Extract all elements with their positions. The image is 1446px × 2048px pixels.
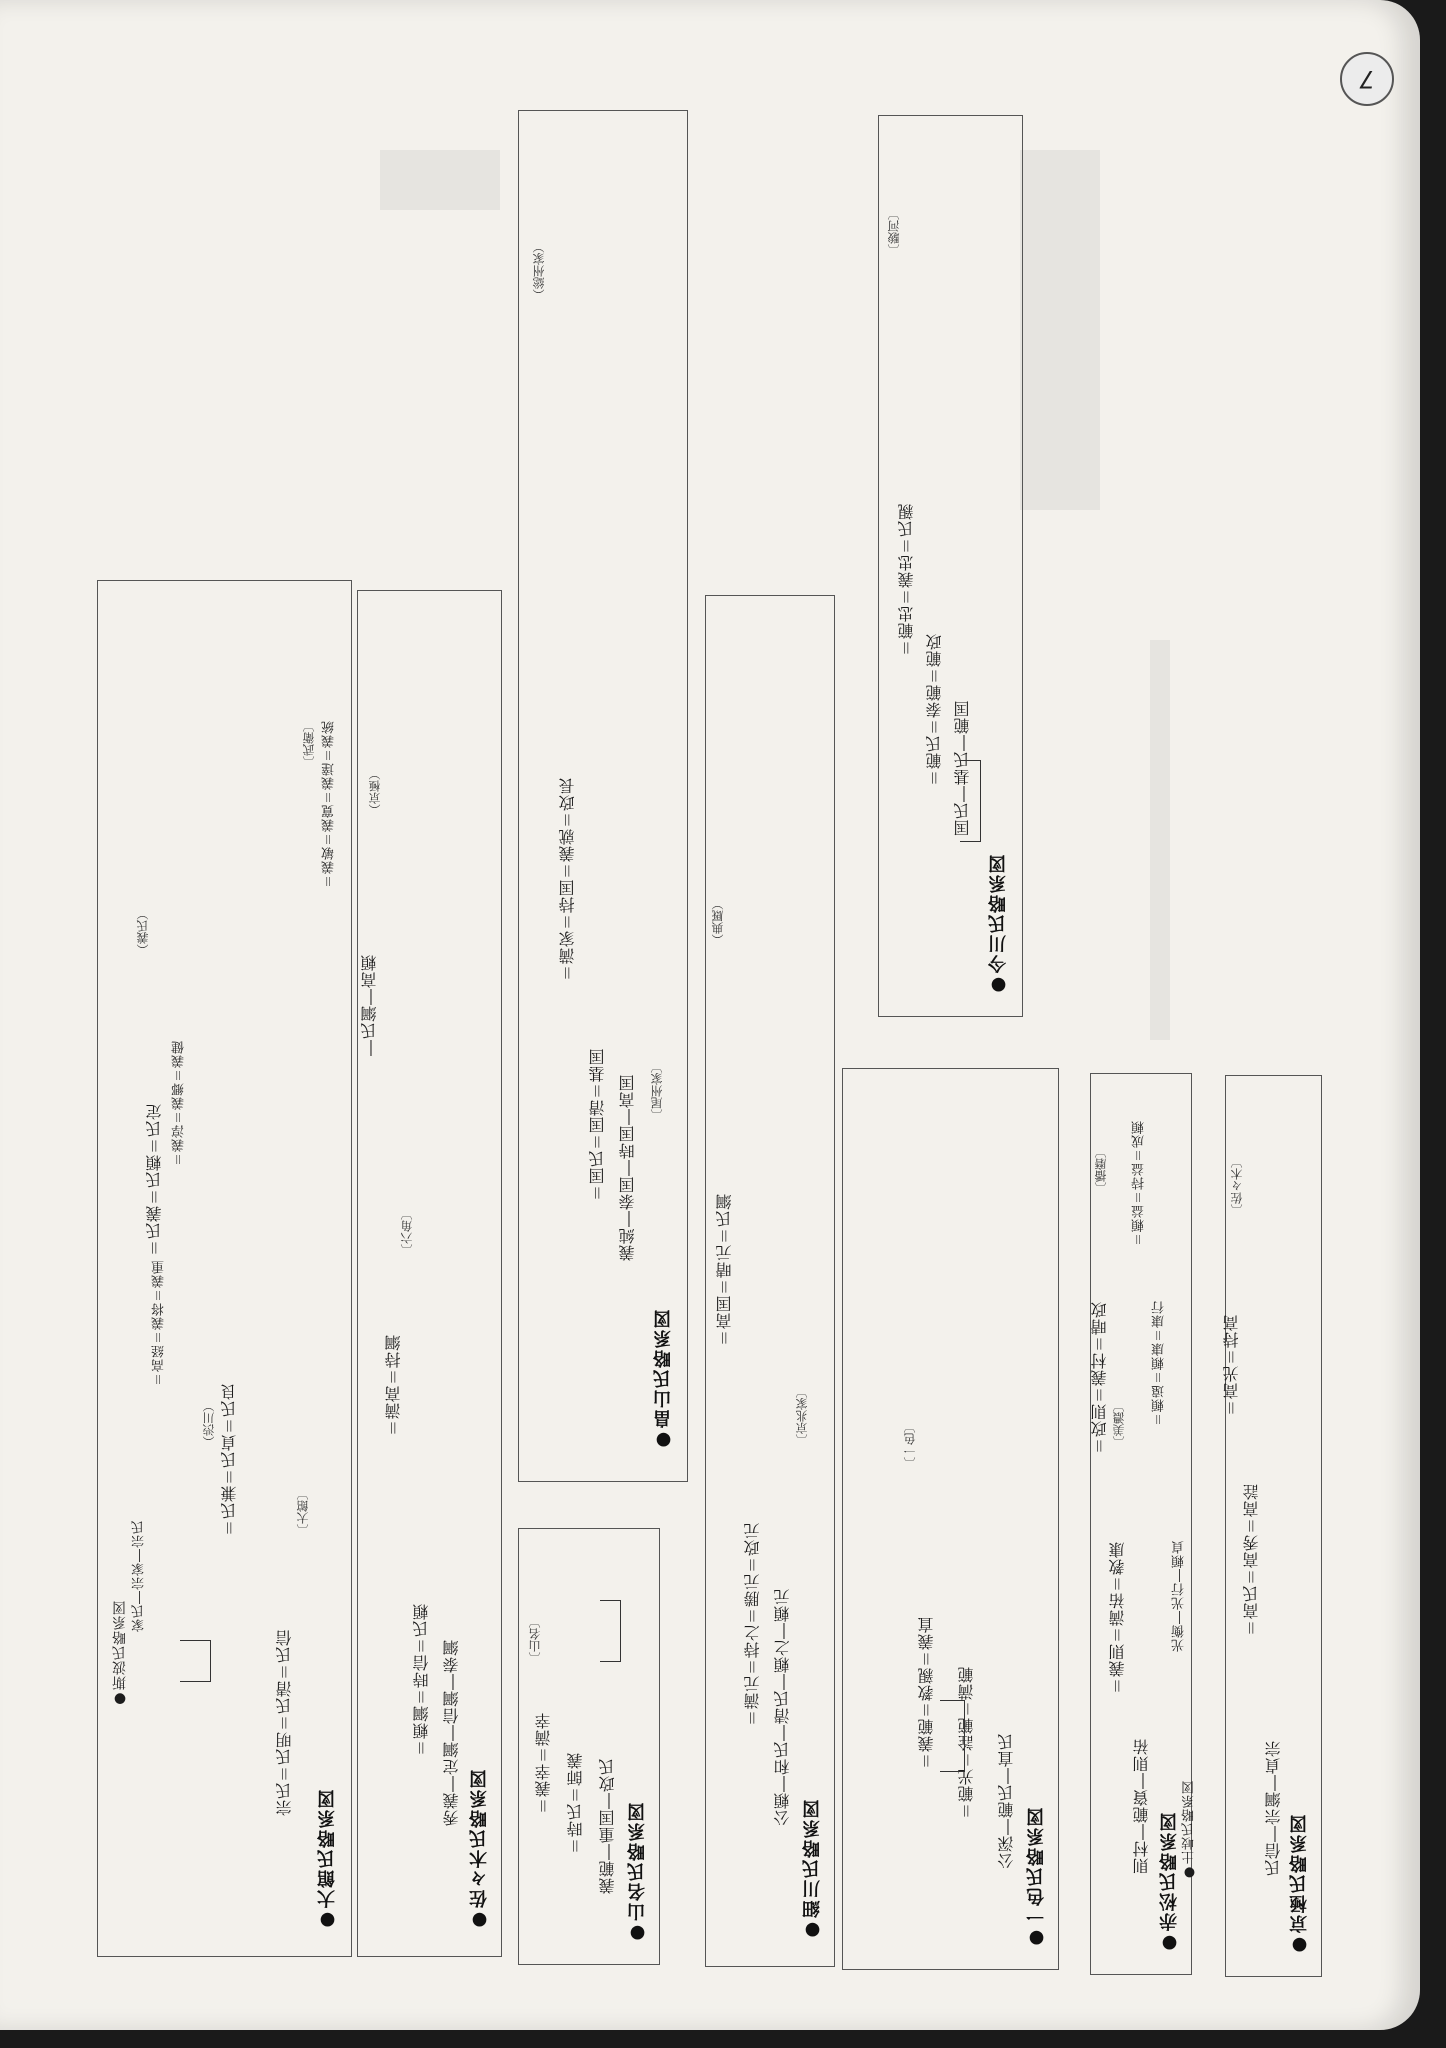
lineage-line: ＝頼益＝持益＝成頼 [1132,1120,1147,1247]
lineage-line: 秀義―定綱―信綱―泰綱 [442,1639,461,1826]
lineage-line: ＝高氏＝高秀＝高詮 [1242,1482,1261,1636]
lineage-line: ＝範氏＝泰範＝範政 [925,632,944,786]
lineage-line: 国氏―基氏―範国 [953,700,972,836]
lineage-line: ―氏綱―高頼 [360,954,379,1056]
lineage-line: ＝満元＝持之＝勝元＝政元 [743,1521,762,1726]
lineage-line: ＝義範＝教親＝義直 [917,1615,936,1769]
lineage-line: ＝範光＝詮範＝満範 [957,1665,976,1819]
lineage-line: ＝高光＝持高 [1222,1313,1241,1416]
lineage-line: ＝範忠＝義忠＝氏親 [897,502,916,656]
lineage-note: 〔尾州家〕 [650,1061,664,1121]
lineage-note: 〔一色〕 [903,1421,917,1469]
lineage-line: ＝氏兼＝氏貞＝氏良 [220,1382,239,1536]
lineage-note: （典厩） [711,898,725,946]
genealogy-box [97,580,352,1957]
tree-bracket [180,1640,211,1682]
lineage-line: ＝氏義＝氏頼＝氏定 [145,1102,164,1256]
lineage-line: ＝義淳＝義郷＝義健 [172,1040,187,1167]
box-title: ●畠山氏略系図 [653,1308,674,1451]
lineage-line: 家氏―宗家―宗氏 [132,1520,147,1632]
lineage-line: 義純―泰国―時国―高国 [618,1074,637,1261]
box-title: ●細川氏略系図 [802,1798,823,1941]
lineage-line: ＝頼遠＝頼康＝康行 [1152,1300,1167,1427]
lineage-line: ＝義則＝満祐＝教康 [1108,1540,1127,1694]
box-title: ●大館氏略系図 [317,1788,338,1931]
lineage-line: 光衡―光行―頼貞 [1172,1540,1187,1652]
lineage-line: 公深―範氏―直氏 [997,1733,1016,1869]
lineage-line: ＝満高＝持綱 [384,1333,403,1436]
lineage-line: 則村―範資―則祐 [1132,1738,1151,1874]
lineage-note: （義氏） [136,908,150,956]
genealogy-box [705,595,835,1967]
lineage-line: ＝満家＝持国＝義就＝政長 [558,776,577,981]
box-title: ●山名氏略系図 [627,1801,648,1944]
lineage-note: 〔山名〕 [528,1616,542,1664]
box-title: ●佐々木氏略系図 [469,1768,490,1931]
genealogy-box [842,1068,1059,1970]
box-title: ●一色氏略系図 [1026,1806,1047,1949]
lineage-note: （京極） [368,768,382,816]
lineage-note: 〔美濃〕 [1112,1400,1126,1448]
lineage-line: ＝義敏＝義寛＝義達＝義統 [322,720,337,889]
lineage-note: 〔六角〕 [400,1208,414,1256]
lineage-line: ＝高国＝晴元＝氏綱 [715,1192,734,1346]
genealogy-box [518,1528,660,1965]
lineage-note: 〔大館〕 [296,1488,310,1536]
lineage-line: ＝国氏＝国清＝基国 [588,1047,607,1201]
lineage-line: 義範―重国―政氏 [598,1758,617,1894]
lineage-line: 宗氏＝氏明＝氏清＝氏信 [275,1628,294,1816]
genealogy-box [1222,1075,1322,1977]
lineage-note: 〔駿河〕 [887,208,901,256]
box-title: ●赤松氏略系図 [1159,1811,1180,1954]
lineage-line: ●土岐氏略系図 [1182,1780,1197,1880]
page-number: 7 [1359,65,1375,93]
lineage-line: ●斯波氏略系図 [112,1600,128,1707]
lineage-line: ＝義幸＝満幸 [534,1711,553,1814]
genealogy-box [518,110,688,1482]
lineage-line: ＝政則＝義村＝晴政 [1090,1300,1109,1454]
lineage-note: 〔京兆家〕 [795,1386,809,1446]
lineage-note: （総州家） [532,241,546,301]
genealogy-box [878,115,1023,1017]
box-title: ●今川氏略系図 [988,853,1009,996]
tree-bracket [940,1700,965,1772]
lineage-line: ＝高経＝義将＝義重 [152,1260,167,1387]
page-number-badge [1340,52,1394,106]
genealogy-box [357,590,502,1957]
tree-bracket [960,760,981,842]
lineage-note: 〔佐々木〕 [1230,1156,1244,1216]
tree-bracket [600,1600,621,1662]
lineage-note: （渋川） [202,1400,216,1448]
lineage-note: 〔武衛〕 [302,720,316,768]
lineage-note: 〔播磨〕 [1094,1146,1108,1194]
lineage-line: ＝頼綱＝時信＝氏頼 [412,1602,431,1756]
box-title: ●京極氏略系図 [1289,1813,1310,1956]
lineage-line: 氏信―宗綱―貞宗 [1264,1740,1283,1876]
lineage-line: 公頼―和氏―清氏―頼之―頼元 [773,1588,792,1826]
lineage-line: ＝時氏＝師義 [566,1751,585,1854]
